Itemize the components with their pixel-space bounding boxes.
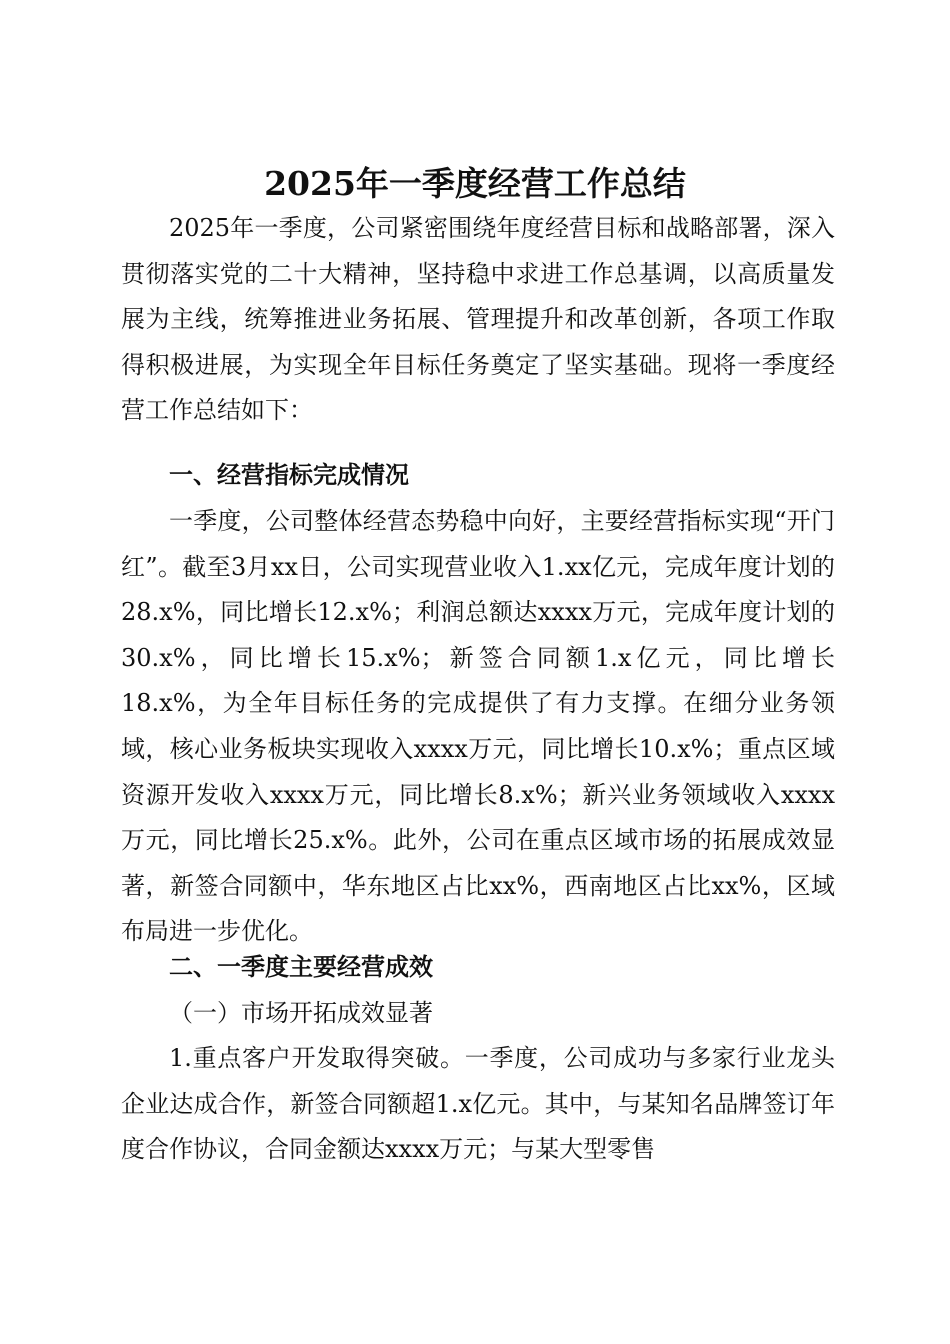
document-title: 2025年一季度经营工作总结 <box>264 164 686 204</box>
intro-paragraph: 2025年一季度，公司紧密围绕年度经营目标和战略部署，深入贯彻落实党的二十大精神，坚持稳中求进工作总基调，以高质量发展为主线，统筹推进业务拓展、管理提升和改革创新，各项工作取得积极进展，为实现全年目标任务奠定了坚实基础。现将一季度经营工作总结如下： <box>121 214 835 425</box>
section-2-heading: 二、一季度主要经营成效 <box>169 953 433 981</box>
section-2-body: 1.重点客户开发取得突破。一季度，公司成功与多家行业龙头企业达成合作，新签合同额超1.x亿元。其中，与某知名品牌签订年度合作协议，合同金额达xxxx万元；与某大型零售 <box>121 1044 835 1164</box>
section-1-body: 一季度，公司整体经营态势稳中向好，主要经营指标实现“开门红”。截至3月xx日，公司实现营业收入1.xx亿元，完成年度计划的28.x%，同比增长12.x%；利润总额达xxxx万元，完成年度计划的30.x%，同比增长15.x%；新签合同额1.x亿元，同比增长18.x%，为全年目标任务的完成提供了有力支撑。在细分业务领域，核心业务板块实现收入xxxx万元，同比增长10.x%；重点区域资源开发收入xxxx万元，同比增长8.x%；新兴业务领域收入xxxx万元，同比增长25.x%。此外，公司在重点区域市场的拓展成效显著，新签合同额中，华东地区占比xx%，西南地区占比xx%，区域布局进一步优化。 <box>121 507 835 946</box>
section-2-subheading: （一）市场开拓成效显著 <box>169 999 433 1027</box>
section-1-heading: 一、经营指标完成情况 <box>169 461 409 489</box>
